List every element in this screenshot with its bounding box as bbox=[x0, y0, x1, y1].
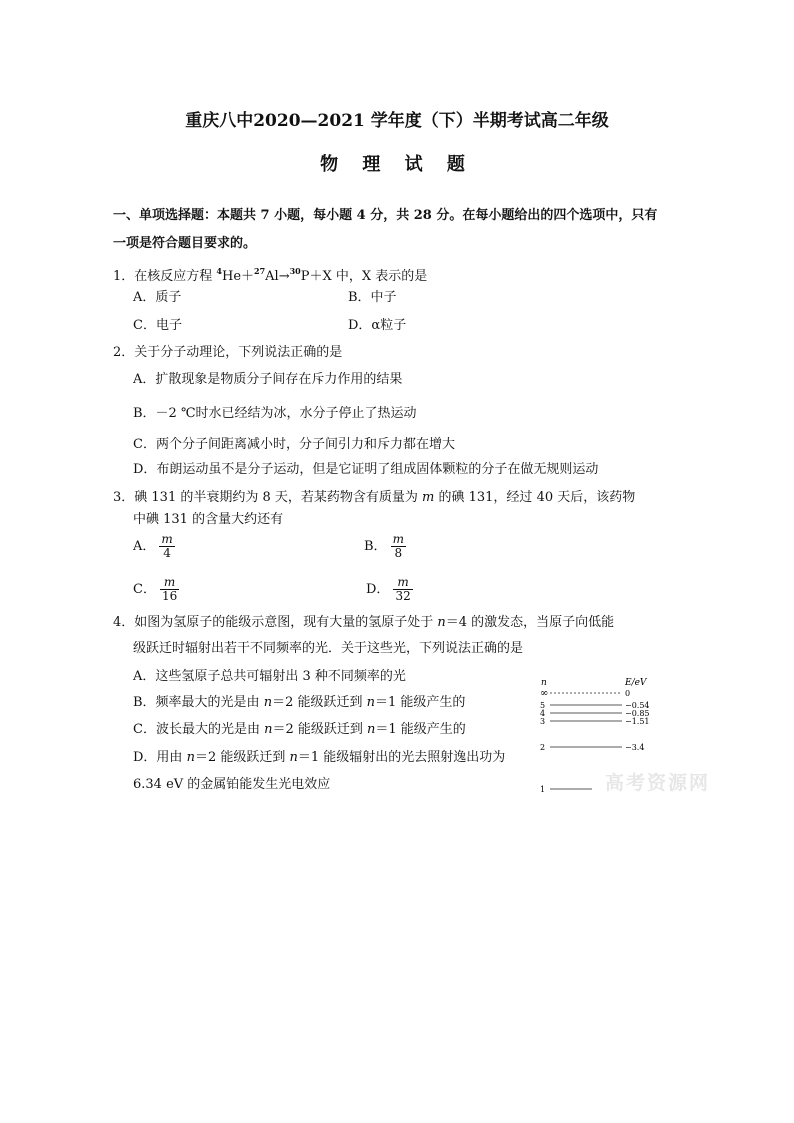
question-2-option-a: A．扩散现象是物质分子间存在斥力作用的结果 bbox=[133, 372, 403, 387]
level-5-n-label: 5 bbox=[540, 701, 546, 710]
question-2-option-c: C．两个分子间距离减小时，分子间引力和斥力都在增大 bbox=[133, 437, 455, 452]
level-3-n-label: 3 bbox=[540, 717, 546, 726]
question-1-stem: 1．在核反应方程 $^4$He＋$^{27}$Al→$^{30}$P＋X 中，X 表示的是 bbox=[113, 266, 428, 284]
question-4-stem-line2: 级跃迁时辐射出若干不同频率的光．关于这些光，下列说法正确的是 bbox=[133, 641, 524, 656]
level-4-n-label: 4 bbox=[540, 709, 546, 718]
question-3-option-d: D． $\frac{m}{32}$ bbox=[366, 575, 411, 603]
section-instructions-line2: 一项是符合题目要求的。 bbox=[113, 236, 257, 251]
question-3-option-b: B． $\frac{m}{8}$ bbox=[364, 532, 404, 560]
exam-subtitle: 物 理 试 题 bbox=[320, 154, 474, 175]
fraction-m-over-8: $\frac{m}{8}$ bbox=[392, 532, 404, 560]
level-4-energy-label: −0.85 bbox=[625, 709, 650, 718]
question-2-option-d: D．布朗运动虽不是分子运动，但是它证明了组成固体颗粒的分子在做无规则运动 bbox=[133, 462, 599, 477]
diagram-n-header: n bbox=[541, 678, 547, 688]
question-4-option-a: A．这些氢原子总共可辐射出 3 种不同频率的光 bbox=[133, 669, 406, 684]
question-1-option-d: D．α粒子 bbox=[348, 318, 407, 333]
fraction-m-over-16: $\frac{m}{16}$ bbox=[161, 575, 178, 603]
question-1-option-a: A．质子 bbox=[133, 290, 182, 305]
question-3-option-a: A． $\frac{m}{4}$ bbox=[133, 532, 173, 560]
level-2-energy-label: −3.4 bbox=[625, 743, 645, 752]
question-3-stem-line1: 3．碘 131 的半衰期约为 8 天，若某药物含有质量为 m 的碘 131，经过 40 天后，该药物 bbox=[113, 490, 636, 505]
question-4-stem-line1: 4．如图为氢原子的能级示意图，现有大量的氢原子处于 n＝4 的激发态，当原子向低能 bbox=[113, 615, 615, 630]
question-3-stem-line2: 中碘 131 的含量大约还有 bbox=[133, 512, 284, 527]
question-4-option-b: B．频率最大的光是由 n＝2 能级跃迁到 n＝1 能级产生的 bbox=[133, 695, 466, 710]
question-1-option-c: C．电子 bbox=[133, 318, 182, 333]
fraction-m-over-4: $\frac{m}{4}$ bbox=[161, 532, 173, 560]
question-4-option-d-continued: 6.34 eV 的金属铂能发生光电效应 bbox=[133, 777, 331, 792]
diagram-energy-header: E/eV bbox=[625, 678, 647, 688]
fraction-m-over-32: $\frac{m}{32}$ bbox=[395, 575, 411, 603]
question-4-option-d: D．用由 n＝2 能级跃迁到 n＝1 能级辐射出的光去照射逸出功为 bbox=[133, 750, 506, 765]
level-inf-n-label: ∞ bbox=[540, 688, 549, 699]
question-3-option-c: C． $\frac{m}{16}$ bbox=[133, 575, 178, 603]
exam-title: 重庆八中2020—2021 学年度（下）半期考试高二年级 bbox=[185, 111, 609, 131]
level-1-n-label: 1 bbox=[540, 785, 546, 794]
level-3-energy-label: −1.51 bbox=[625, 717, 650, 726]
level-2-n-label: 2 bbox=[540, 743, 546, 752]
level-inf-energy-label: 0 bbox=[625, 689, 631, 698]
section-instructions-line1: 一、单项选择题：本题共 7 小题，每小题 4 分，共 28 分。在每小题给出的四个选项中，只有 bbox=[113, 208, 658, 223]
question-4-option-c: C．波长最大的光是由 n＝2 能级跃迁到 n＝1 能级产生的 bbox=[133, 722, 466, 737]
question-2-stem: 2．关于分子动理论，下列说法正确的是 bbox=[113, 345, 343, 360]
question-2-option-b: B．－2 ℃时水已经结为冰，水分子停止了热运动 bbox=[133, 406, 417, 421]
question-1-option-b: B．中子 bbox=[348, 290, 397, 305]
level-5-energy-label: −0.54 bbox=[625, 701, 650, 710]
watermark: 高考资源网 bbox=[605, 772, 711, 794]
